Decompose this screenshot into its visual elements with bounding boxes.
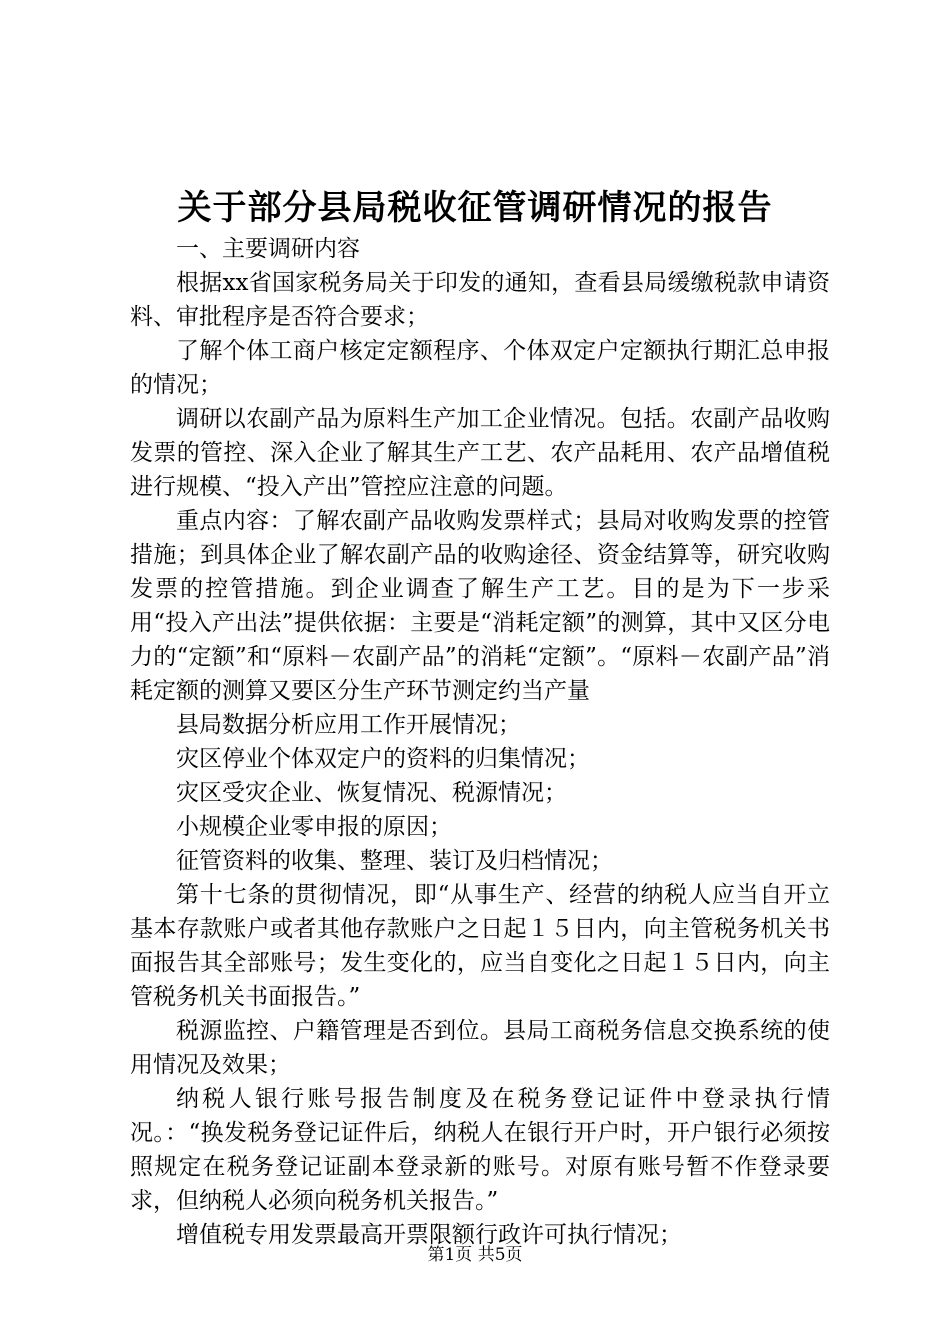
paragraph: 征管资料的收集、整理、装订及归档情况； [176,848,613,874]
paragraph: 纳税人银行账号报告制度及在税务登记证件中登录执行情况。：“换发税务登记证件后，纳税人在银行开户时，开户银行必须按照规定在税务登记证副本登录新的账号。对原有账号暂不作登录要求，但纳税人必须向税务机关报告。” [130,1086,830,1214]
paragraph: 重点内容：了解农副产品收购发票样式；县局对收购发票的控管措施；到具体企业了解农副产品的收购途径、资金结算等，研究收购发票的控管措施。到企业调查了解生产工艺。目的是为下一步采用“投入产出法”提供依据：主要是“消耗定额”的测算，其中又区分电力的“定额”和“原料－农副产品”的消耗“定额”。“原料－农副产品”消耗定额的测算又要区分生产环节测定约当产量 [130,508,830,704]
paragraph: 了解个体工商户核定定额程序、个体双定户定额执行期汇总申报的情况； [130,338,830,398]
paragraph: 根据xx省国家税务局关于印发的通知，查看县局缓缴税款申请资料、审批程序是否符合要求； [130,270,830,330]
paragraph: 灾区停业个体双定户的资料的归集情况； [176,746,590,772]
document-title: 关于部分县局税收征管调研情况的报告 [177,188,773,228]
paragraph-section-heading: 一、主要调研内容 [176,236,360,262]
page-number-footer: 第1页 共5页 [427,1245,523,1265]
document-body [130,232,830,1252]
paragraph: 小规模企业零申报的原因； [176,814,452,840]
paragraph: 增值税专用发票最高开票限额行政许可执行情况； [176,1222,682,1248]
paragraph: 调研以农副产品为原料生产加工企业情况。包括。农副产品收购发票的管控、深入企业了解其生产工艺、农产品耗用、农产品增值税进行规模、“投入产出”管控应注意的问题。 [130,406,830,500]
paragraph: 第十七条的贯彻情况，即“从事生产、经营的纳税人应当自开立基本存款账户或者其他存款账户之日起１５日内，向主管税务机关书面报告其全部账号；发生变化的，应当自变化之日起１５日内，向主管税务机关书面报告。” [130,882,830,1010]
paragraph: 灾区受灾企业、恢复情况、税源情况； [176,780,567,806]
paragraph: 县局数据分析应用工作开展情况； [176,712,521,738]
paragraph: 税源监控、户籍管理是否到位。县局工商税务信息交换系统的使用情况及效果； [130,1018,830,1078]
